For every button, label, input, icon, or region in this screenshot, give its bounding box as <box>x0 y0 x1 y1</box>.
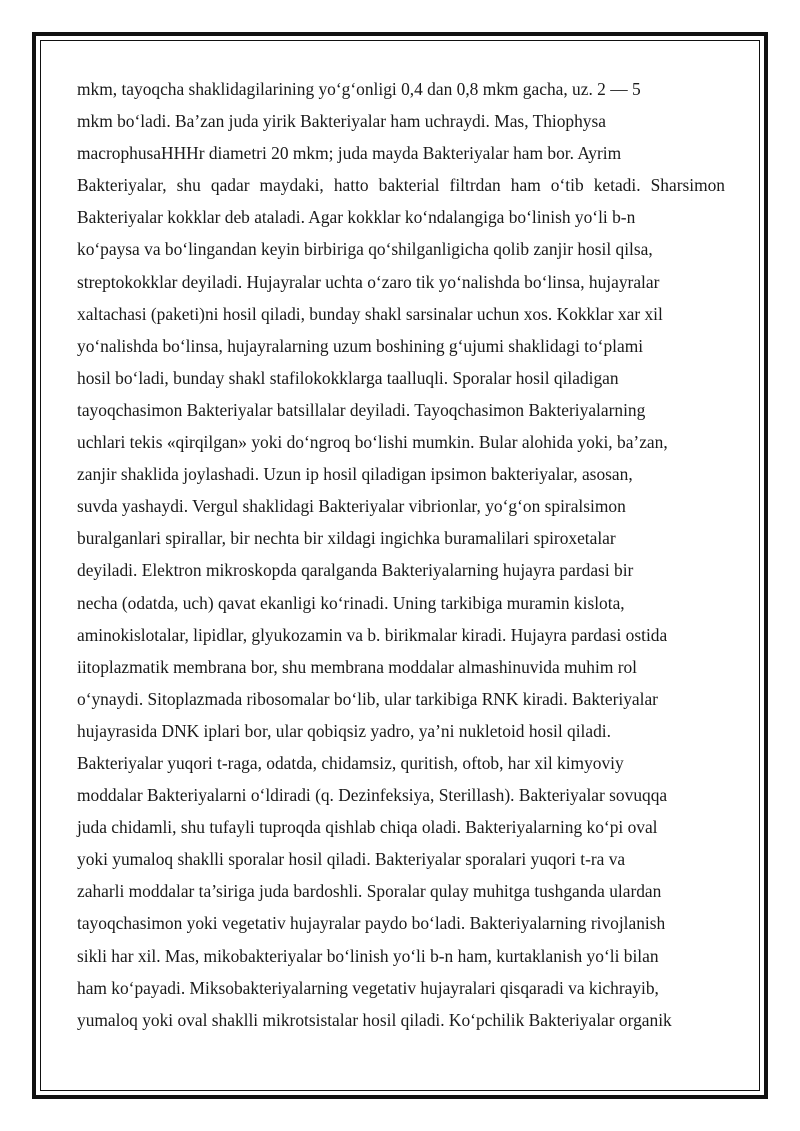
text-line: buralganlari spirallar, bir nechta bir xildagi ingichka buramalilari spiroxetalar <box>77 528 616 549</box>
text-line: zaharli moddalar ta’siriga juda bardoshli. Sporalar qulay muhitga tushganda ulardan <box>77 881 662 902</box>
text-line: iitoplazmatik membrana bor, shu membrana moddalar almashinuvida muhim rol <box>77 656 638 677</box>
text-line: yo‘nalishda bo‘linsa, hujayralarning uzum boshining g‘ujumi shaklidagi to‘plami <box>77 335 644 356</box>
text-line: tayoqchasimon yoki vegetativ hujayralar paydo bo‘ladi. Bakteriyalarning rivojlanish <box>77 913 666 934</box>
text-line: mkm, tayoqcha shaklidagilarining yo‘g‘onligi 0,4 dan 0,8 mkm gacha, uz. 2 — 5 <box>77 79 641 99</box>
text-line: hosil bo‘ladi, bunday shakl stafilokokklarga taalluqli. Sporalar hosil qiladigan <box>77 367 619 388</box>
text-line: Bakteriyalar yuqori t-raga, odatda, chidamsiz, quritish, oftob, har xil kimyoviy <box>77 752 624 773</box>
text-line: zanjir shaklida joylashadi. Uzun ip hosil qiladigan ipsimon bakteriyalar, asosan, <box>77 464 633 485</box>
text-line: Bakteriyalar, shu qadar maydaki, hatto bakterial filtrdan ham o‘tib ketadi. Sharsimon <box>77 175 725 196</box>
text-line: sikli har xil. Mas, mikobakteriyalar bo‘linish yo‘li b-n ham, kurtaklanish yo‘li bilan <box>77 945 659 966</box>
text-line: necha (odatda, uch) qavat ekanligi ko‘rinadi. Uning tarkibiga muramin kislota, <box>77 592 625 613</box>
text-line: streptokokklar deyiladi. Hujayralar uchta o‘zaro tik yo‘nalishda bo‘linsa, hujayralar <box>77 271 660 292</box>
text-line: macrophusaHHHr diametri 20 mkm; juda mayda Bakteriyalar ham bor. Ayrim <box>77 143 622 164</box>
text-line: yumaloq yoki oval shaklli mikrotsistalar hosil qiladi. Ko‘pchilik Bakteriyalar organik <box>77 1009 672 1030</box>
text-line: yoki yumaloq shaklli sporalar hosil qiladi. Bakteriyalar sporalari yuqori t-ra va <box>77 849 626 870</box>
text-line: moddalar Bakteriyalarni o‘ldiradi (q. Dezinfeksiya, Sterillash). Bakteriyalar sovuqqa <box>77 785 668 806</box>
document-body <box>77 73 725 1036</box>
text-line: juda chidamli, shu tufayli tuproqda qishlab chiqa oladi. Bakteriyalarning ko‘pi oval <box>77 817 658 838</box>
text-line: uchlari tekis «qirqilgan» yoki do‘ngroq bo‘lishi mumkin. Bular alohida yoki, ba’zan, <box>77 432 668 453</box>
text-line: ham ko‘payadi. Miksobakteriyalarning vegetativ hujayralari qisqaradi va kichrayib, <box>77 977 659 998</box>
text-line: ko‘paysa va bo‘lingandan keyin birbiriga qo‘shilganligicha qolib zanjir hosil qilsa, <box>77 239 653 260</box>
text-line: suvda yashaydi. Vergul shaklidagi Bakteriyalar vibrionlar, yo‘g‘on spiralsimon <box>77 496 626 517</box>
text-line: Bakteriyalar kokklar deb ataladi. Agar kokklar ko‘ndalangiga bo‘linish yo‘li b-n <box>77 207 636 228</box>
text-line: aminokislotalar, lipidlar, glyukozamin va b. birikmalar kiradi. Hujayra pardasi ostida <box>77 624 668 645</box>
text-line: xaltachasi (paketi)ni hosil qiladi, bunday shakl sarsinalar uchun xos. Kokklar xar xil <box>77 303 663 324</box>
text-line: deyiladi. Elektron mikroskopda qaralganda Bakteriyalarning hujayra pardasi bir <box>77 560 634 581</box>
text-line: o‘ynaydi. Sitoplazmada ribosomalar bo‘lib, ular tarkibiga RNK kiradi. Bakteriyalar <box>77 688 658 709</box>
text-line: tayoqchasimon Bakteriyalar batsillalar deyiladi. Tayoqchasimon Bakteriyalarning <box>77 399 646 420</box>
text-line: hujayrasida DNK iplari bor, ular qobiqsiz yadro, ya’ni nukletoid hosil qiladi. <box>77 720 611 741</box>
text-line: mkm bo‘ladi. Ba’zan juda yirik Bakteriyalar ham uchraydi. Mas, Thiophysa <box>77 111 606 132</box>
